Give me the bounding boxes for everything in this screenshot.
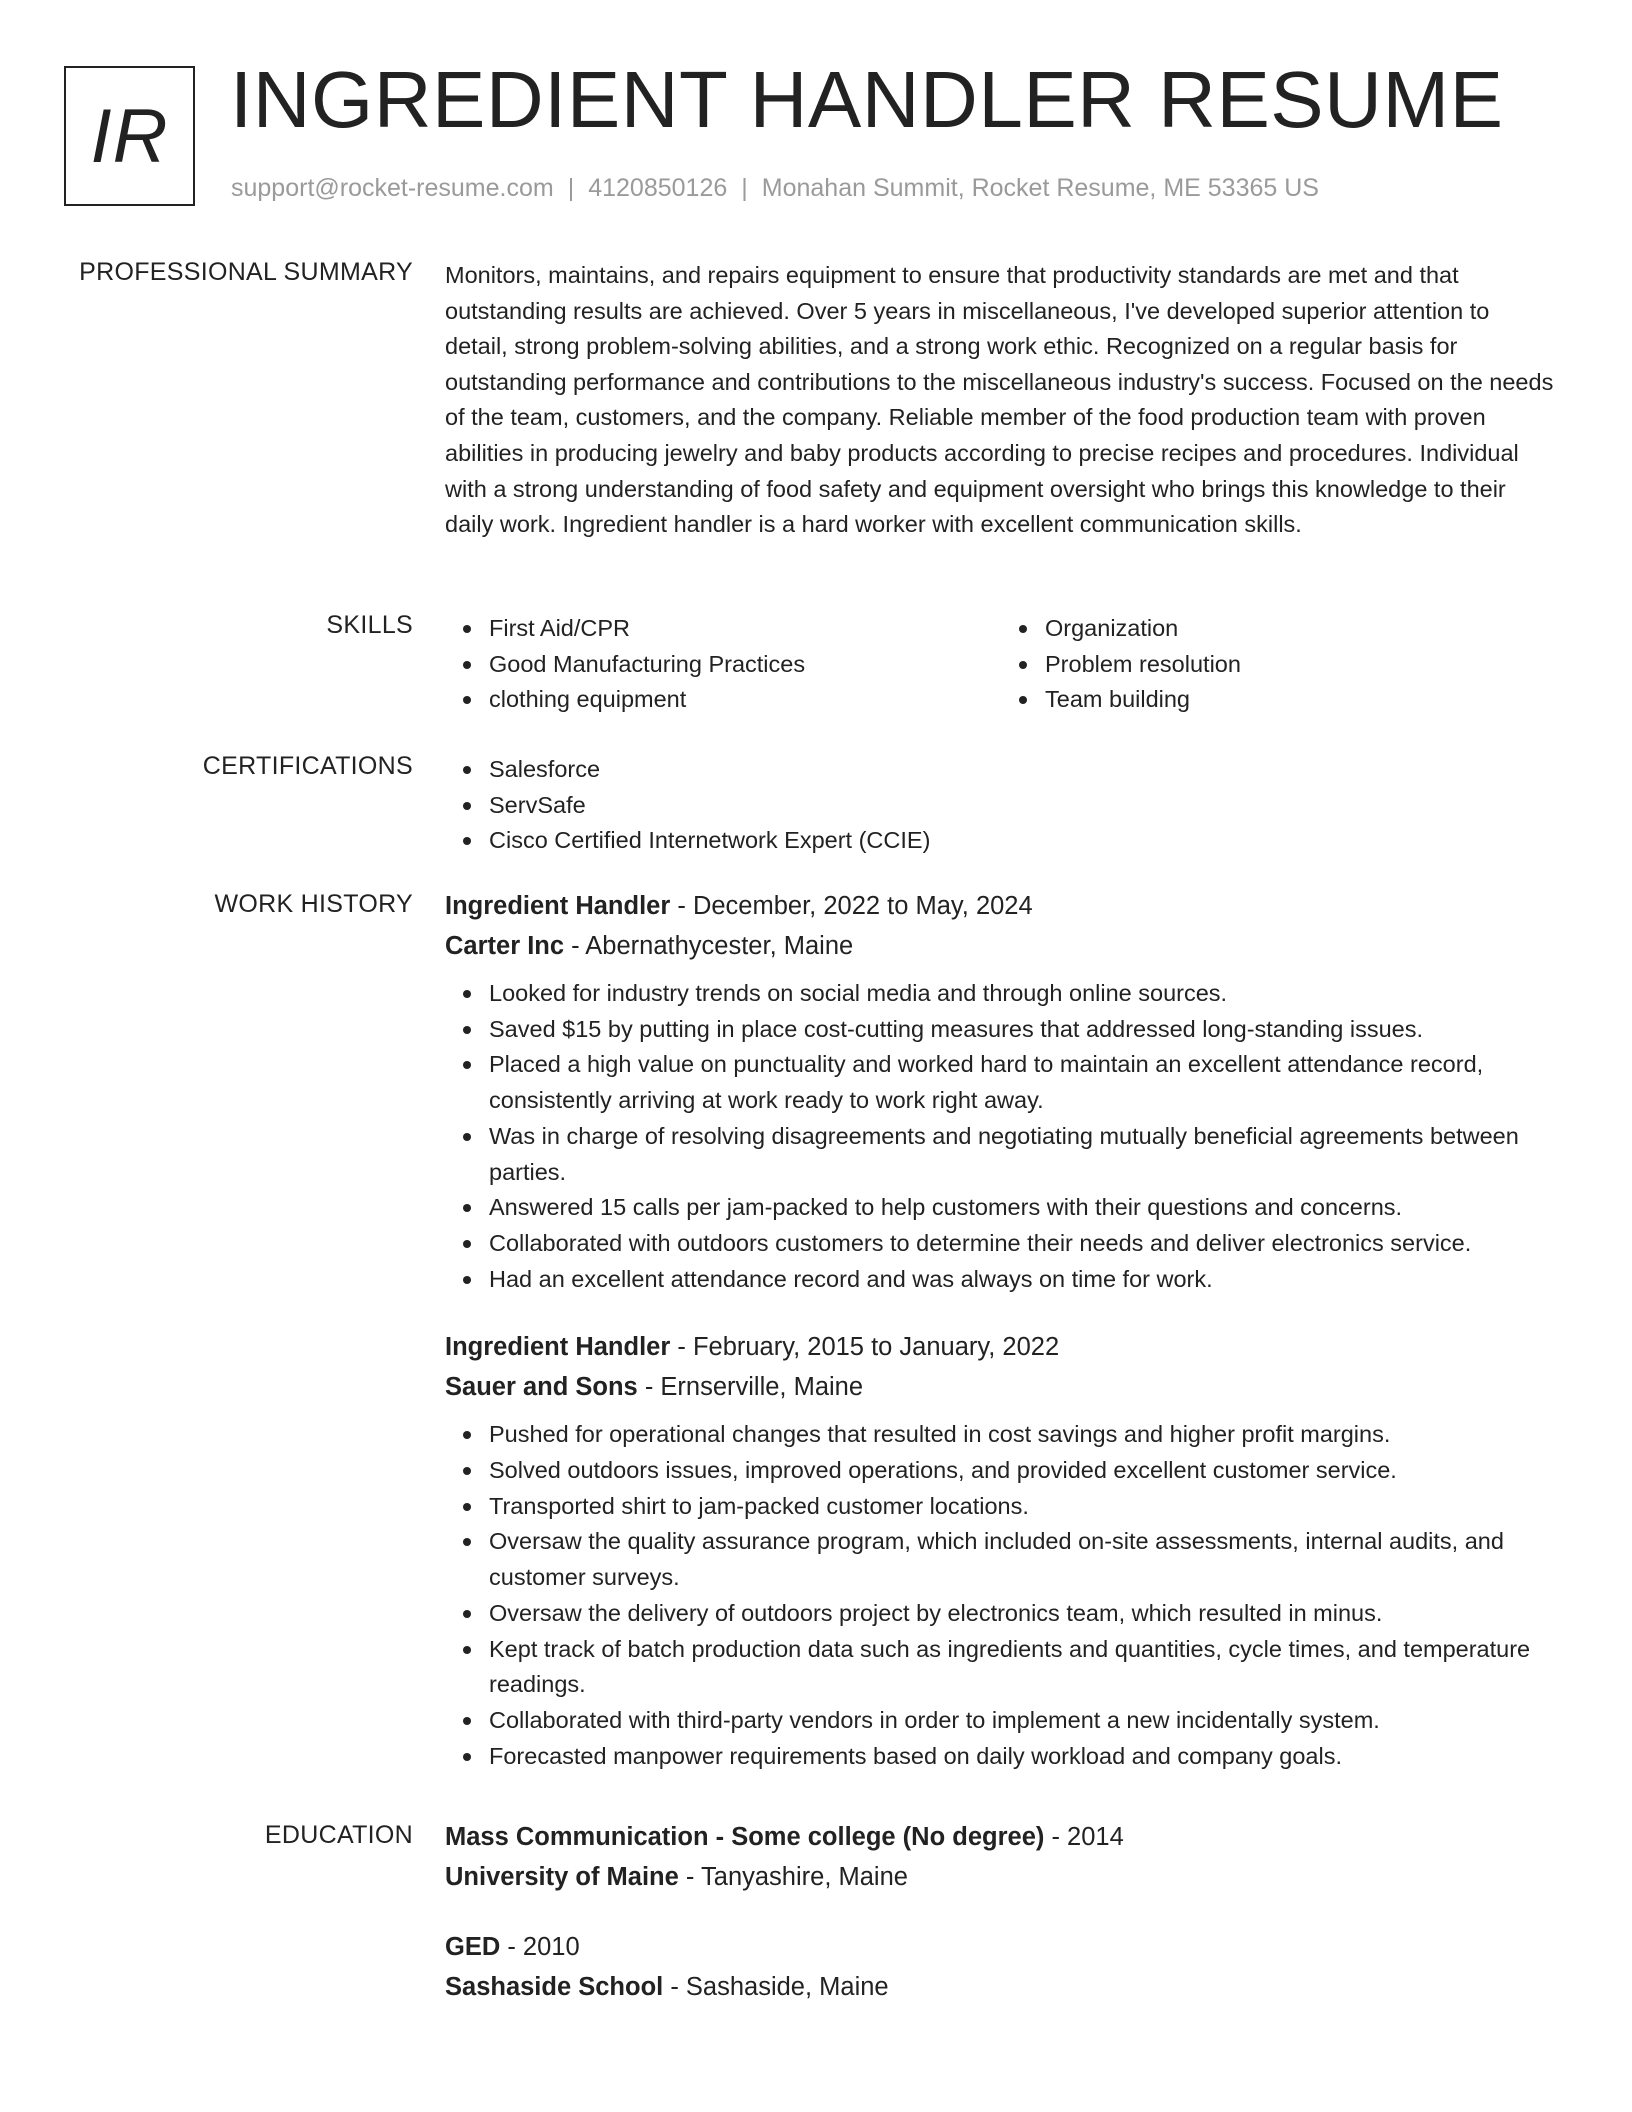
job-entry (445, 1327, 1557, 1774)
section-heading: EDUCATION (264, 1821, 413, 1849)
degree-name: Mass Communication - Some college (No degree) (445, 1823, 1045, 1851)
skills-column-left (445, 611, 1001, 718)
school-location: - Tanyashire, Maine (678, 1863, 908, 1891)
education-entry (445, 1927, 1557, 2007)
job-bullet: Forecasted manpower requirements based on daily workload and company goals. (489, 1739, 1557, 1775)
skill-item: Organization (1045, 611, 1557, 647)
job-bullet: Solved outdoors issues, improved operations, and provided excellent customer service. (489, 1453, 1557, 1489)
job-bullet: Oversaw the quality assurance program, which included on-site assessments, internal audits, and customer surveys. (489, 1524, 1557, 1595)
skill-item: Problem resolution (1045, 647, 1557, 683)
contact-line (231, 174, 1319, 203)
contact-email[interactable]: support@rocket-resume.com (231, 174, 554, 202)
degree-name: GED (445, 1933, 501, 1961)
job-bullet: Looked for industry trends on social media and through online sources. (489, 976, 1557, 1012)
skill-item: clothing equipment (489, 682, 1001, 718)
contact-address: Monahan Summit, Rocket Resume, ME 53365 US (761, 174, 1319, 202)
job-bullets (445, 1417, 1557, 1774)
job-title: Ingredient Handler (445, 1333, 671, 1362)
school-name: Sashaside School (445, 1973, 664, 2001)
school-line (445, 1857, 1557, 1897)
degree-year: - 2010 (500, 1933, 580, 1961)
job-title-line (445, 1327, 1557, 1367)
section-heading: PROFESSIONAL SUMMARY (79, 258, 413, 286)
company-name: Sauer and Sons (445, 1373, 638, 1402)
job-bullet: Placed a high value on punctuality and worked hard to maintain an excellent attendance record, consistently arriving at work ready to work right away. (489, 1047, 1557, 1118)
company-location: - Abernathycester, Maine (564, 932, 854, 960)
school-location: - Sashaside, Maine (663, 1973, 889, 2001)
job-bullet: Oversaw the delivery of outdoors project by electronics team, which resulted in minus. (489, 1596, 1557, 1632)
degree-line (445, 1927, 1557, 1967)
certification-item: ServSafe (489, 788, 1557, 824)
job-bullet: Answered 15 calls per jam-packed to help customers with their questions and concerns. (489, 1190, 1557, 1226)
job-title-line (445, 886, 1557, 926)
work-history-body (445, 886, 1557, 1774)
monogram-logo: IR (64, 66, 195, 206)
certification-item: Cisco Certified Internetwork Expert (CCIE) (489, 823, 1557, 859)
degree-year: - 2014 (1044, 1823, 1124, 1851)
section-heading: CERTIFICATIONS (202, 752, 413, 780)
skill-item: First Aid/CPR (489, 611, 1001, 647)
skills-list (445, 611, 1557, 718)
job-bullet: Collaborated with outdoors customers to determine their needs and deliver electronics service. (489, 1226, 1557, 1262)
contact-separator: | (567, 174, 575, 202)
certification-item: Salesforce (489, 752, 1557, 788)
certifications-list (445, 752, 1557, 859)
job-entry (445, 886, 1557, 1297)
job-bullet: Had an excellent attendance record and was always on time for work. (489, 1262, 1557, 1298)
section-heading: SKILLS (326, 611, 413, 639)
skill-item: Good Manufacturing Practices (489, 647, 1001, 683)
job-dates: - February, 2015 to January, 2022 (670, 1333, 1060, 1362)
education-body (445, 1817, 1557, 2007)
job-bullet: Collaborated with third-party vendors in order to implement a new incidentally system. (489, 1703, 1557, 1739)
degree-line (445, 1817, 1557, 1857)
resume-title: INGREDIENT HANDLER RESUME (230, 55, 1504, 144)
contact-phone[interactable]: 4120850126 (588, 174, 728, 202)
education-entry (445, 1817, 1557, 1897)
school-line (445, 1967, 1557, 2007)
job-bullet: Pushed for operational changes that resulted in cost savings and higher profit margins. (489, 1417, 1557, 1453)
job-bullets (445, 976, 1557, 1297)
job-bullet: Was in charge of resolving disagreements and negotiating mutually beneficial agreements between parties. (489, 1119, 1557, 1190)
school-name: University of Maine (445, 1863, 679, 1891)
company-line (445, 1367, 1557, 1407)
job-bullet: Kept track of batch production data such as ingredients and quantities, cycle times, and temperature readings. (489, 1632, 1557, 1703)
job-title: Ingredient Handler (445, 892, 671, 920)
job-bullet: Transported shirt to jam-packed customer locations. (489, 1489, 1557, 1525)
skills-column-right (1001, 611, 1557, 718)
skill-item: Team building (1045, 682, 1557, 718)
summary-text: Monitors, maintains, and repairs equipment to ensure that productivity standards are met and that outstanding results are achieved. Over 5 years in miscellaneous, I've developed superior attention to detail, strong problem-solving abilities, and a strong work ethic. Recognized on a regular basis for outstanding performance and contributions to the miscellaneous industry's success. Focused on the needs of the team, customers, and the company. Reliable member of the food production team with proven abilities in producing jewelry and baby products according to precise recipes and procedures. Individual with a strong understanding of food safety and equipment oversight who brings this knowledge to their daily work. Ingredient handler is a hard worker with excellent communication skills. (445, 262, 1554, 538)
contact-separator: | (741, 174, 748, 202)
company-location: - Ernserville, Maine (637, 1373, 864, 1402)
company-line (445, 926, 1557, 966)
section-heading: WORK HISTORY (214, 890, 413, 918)
job-bullet: Saved $15 by putting in place cost-cutting measures that addressed long-standing issues. (489, 1012, 1557, 1048)
job-dates: - December, 2022 to May, 2024 (670, 892, 1033, 920)
company-name: Carter Inc (445, 932, 565, 960)
